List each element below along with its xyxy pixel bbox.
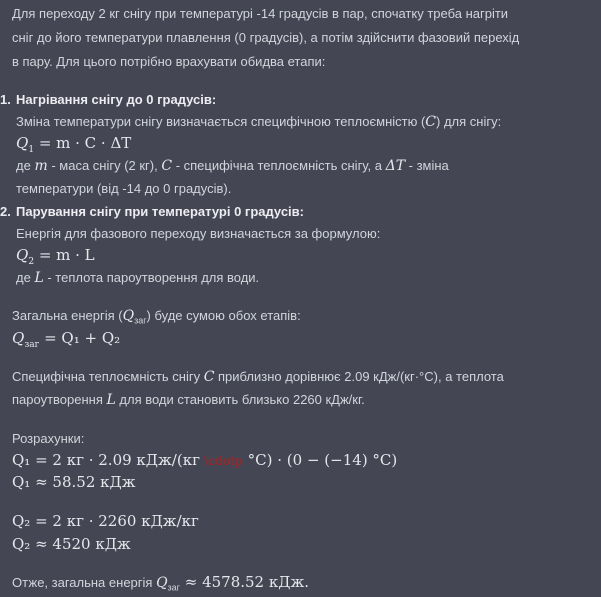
q2-result: Q₂ ≈ 4520 кДж xyxy=(12,535,131,553)
total-formula-sub: заг xyxy=(24,340,40,350)
step2-where-a: де xyxy=(16,270,35,285)
step1-number: 1. xyxy=(0,92,11,107)
constants-l2-l: L xyxy=(106,392,116,408)
q1-katex-error: \cdotp xyxy=(204,454,243,468)
intro-line-1: Для переходу 2 кг снігу при температурі -14 градусів в пар, спочатку треба нагріти xyxy=(12,6,509,21)
step2-formula-lhs: Q xyxy=(16,246,29,264)
conclusion xyxy=(12,573,309,597)
step2-formula-sub: 2 xyxy=(28,257,35,267)
step1-where-dt: ΔT xyxy=(385,158,406,174)
step1-formula-lhs: Q xyxy=(16,134,29,152)
constants-l1-a: Специфічна теплоємність снігу xyxy=(12,369,204,384)
step2-where-b: - теплота пароутворення для води. xyxy=(43,270,260,285)
intro-line-2: сніг до його температури плавлення (0 градусів), а потім здійснити фазовий перехід xyxy=(12,30,520,45)
conclusion-symbol-sub: заг xyxy=(167,582,180,593)
constants-line-2 xyxy=(12,391,365,409)
step1-title: Нагрівання снігу до 0 градусів: xyxy=(16,92,217,107)
step1-where-m: m xyxy=(34,158,48,174)
step1-where-e: - зміна xyxy=(405,158,449,173)
q1-result: Q₁ ≈ 58.52 кДж xyxy=(12,473,136,491)
constants-l2-a: пароутворення xyxy=(12,392,107,407)
calc-heading: Розрахунки: xyxy=(12,431,85,446)
step1-where-a: де xyxy=(16,158,35,173)
step2-formula xyxy=(16,246,95,271)
q1-formula xyxy=(12,451,397,470)
conclusion-text-b: ≈ 4578.52 кДж. xyxy=(179,573,310,591)
constants-l1-c: C xyxy=(203,369,215,385)
step1-where-continuation: температури (від -14 до 0 градусів). xyxy=(16,181,232,196)
step1-description xyxy=(16,113,501,131)
total-text-a: Загальна енергія ( xyxy=(12,308,123,323)
total-formula-rhs: = Q₁ + Q₂ xyxy=(39,329,121,347)
q1-formula-b: °C) · (0 − (−14) °C) xyxy=(242,451,398,469)
step1-formula xyxy=(16,134,131,159)
constants-l2-b: для води становить близько 2260 кДж/кг. xyxy=(115,392,365,407)
step2-title: Парування снігу при температурі 0 градусів: xyxy=(16,204,304,219)
total-description xyxy=(12,307,301,330)
step1-desc-text-b: ) для снігу: xyxy=(436,114,502,129)
constants-line-1 xyxy=(12,368,504,386)
step2-description: Енергія для фазового переходу визначається за формулою: xyxy=(16,226,381,241)
total-text-b: ) буде сумою обох етапів: xyxy=(146,308,301,323)
total-formula xyxy=(12,329,120,354)
step1-formula-rhs: = m · C · ΔT xyxy=(34,134,132,152)
total-symbol: Q xyxy=(122,308,135,324)
step1-desc-text-a: Зміна температури снігу визначається специфічною теплоємністю ( xyxy=(16,114,426,129)
total-formula-lhs: Q xyxy=(12,329,25,347)
step2-where-l: L xyxy=(34,270,44,286)
q1-formula-a: Q₁ = 2 кг · 2.09 кДж/(кг xyxy=(12,451,205,469)
step1-where-c: C xyxy=(161,158,173,174)
constants-l1-b: приблизно дорівнює 2.09 кДж/(кг·°C), а теплота xyxy=(214,369,504,384)
total-symbol-sub: заг xyxy=(134,315,147,326)
step2-where-line xyxy=(16,269,259,287)
step1-desc-symbol: C xyxy=(425,114,437,130)
step2-number: 2. xyxy=(0,204,11,219)
step2-formula-rhs: = m · L xyxy=(34,246,95,264)
conclusion-text-a: Отже, загальна енергія xyxy=(12,575,157,590)
step1-where-line xyxy=(16,157,449,175)
intro-line-3: в пару. Для цього потрібно врахувати обидва етапи: xyxy=(12,54,326,69)
conclusion-symbol: Q xyxy=(156,575,168,591)
q2-formula: Q₂ = 2 кг · 2260 кДж/кг xyxy=(12,512,199,530)
step1-formula-sub: 1 xyxy=(28,145,35,155)
step1-where-b: - маса снігу (2 кг), xyxy=(47,158,162,173)
step1-where-d: - специфічна теплоємність снігу, а xyxy=(172,158,386,173)
